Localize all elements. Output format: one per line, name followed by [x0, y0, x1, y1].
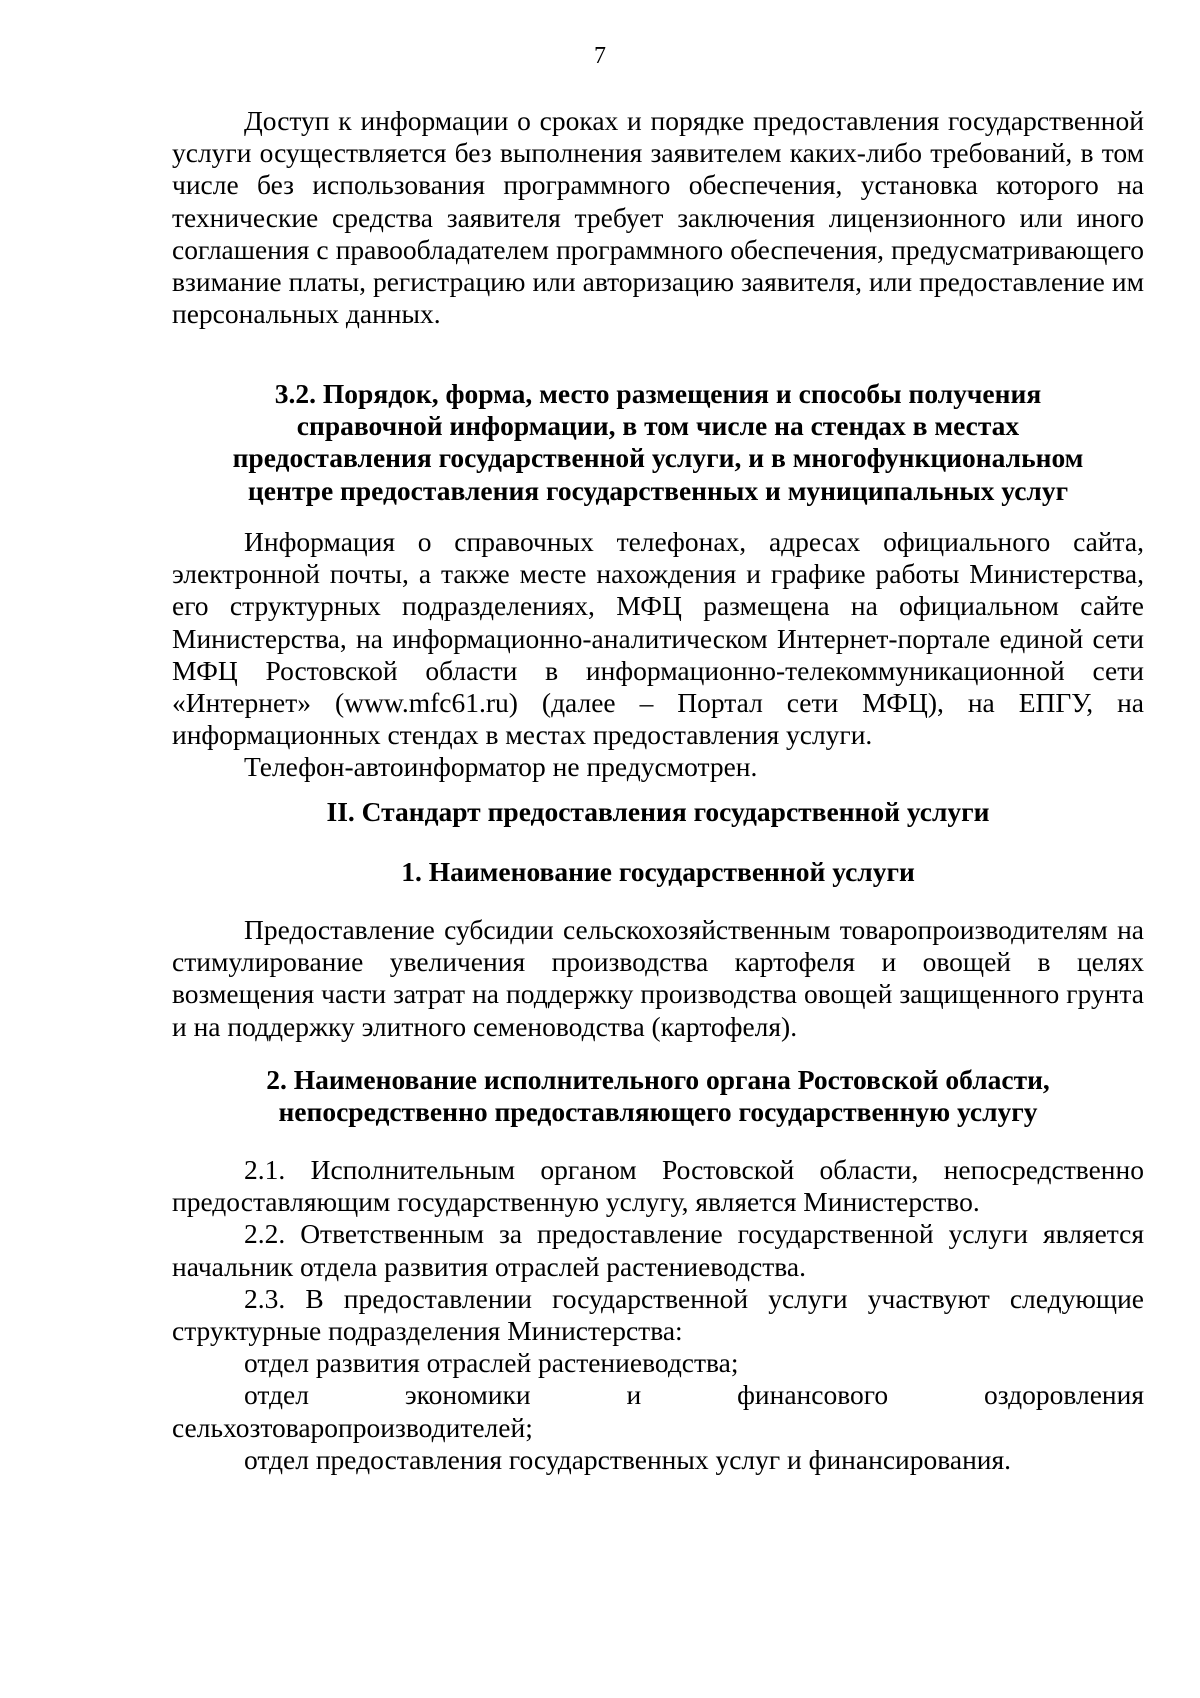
heading-line: предоставления государственной услуги, и в многофункциональном [232, 442, 1084, 474]
heading-line: непосредственно предоставляющего государственную услугу [278, 1096, 1038, 1128]
service-name-paragraph: Предоставление субсидии сельскохозяйственным товаропроизводителям на стимулирование увеличения производства картофеля и овощей в целях возмещения части затрат на поддержку производства овощей защищенного грунта и на поддержку элитного семеноводства (картофеля). [172, 914, 1144, 1042]
section-1-heading [172, 856, 1144, 888]
page-number: 7 [594, 43, 606, 69]
section-ii-heading [172, 796, 1144, 828]
contact-info-paragraph: Информация о справочных телефонах, адресах официального сайта, электронной почты, а также месте нахождения и графике работы Министерства, его структурных подразделениях, МФЦ размещена на официальном сайте Министерства, на информационно-аналитическом Интернет-портале единой сети МФЦ Ростовской области в информационно-телекоммуникационной сети «Интернет» (www.mfc61.ru) (далее – Портал сети МФЦ), на ЕПГУ, на информационных стендах в местах предоставления услуги. [172, 526, 1144, 751]
autoinformer-paragraph: Телефон-автоинформатор не предусмотрен. [244, 751, 758, 783]
heading-line: центре предоставления государственных и муниципальных услуг [247, 474, 1069, 506]
heading-line: 1. Наименование государственной услуги [401, 856, 915, 887]
list-item: отдел развития отраслей растениеводства; [244, 1347, 739, 1379]
section-1-body [172, 914, 1144, 1043]
heading-line: 2. Наименование исполнительного органа Ростовской области, [266, 1064, 1050, 1095]
paragraph-2-3: 2.3. В предоставлении государственной услуги участвуют следующие структурные подразделения Министерства: [172, 1282, 1144, 1347]
section-3-2-body [172, 526, 1144, 784]
intro-section [172, 105, 1144, 330]
section-2-body [172, 1154, 1144, 1476]
heading-line: II. Стандарт предоставления государственной услуги [326, 796, 990, 827]
paragraph-2-2: 2.2. Ответственным за предоставление государственной услуги является начальник отдела развития отраслей растениеводства. [172, 1218, 1144, 1282]
list-item: отдел экономики и финансового оздоровления сельхозтоваропроизводителей; [172, 1379, 1144, 1443]
paragraph-2-1: 2.1. Исполнительным органом Ростовской области, непосредственно предоставляющим государственную услугу, является Министерство. [172, 1154, 1144, 1218]
heading-line: справочной информации, в том числе на стендах в местах [296, 410, 1020, 442]
section-3-2-heading [172, 378, 1144, 507]
section-2-heading [172, 1064, 1144, 1128]
intro-paragraph: Доступ к информации о сроках и порядке предоставления государственной услуги осуществляется без выполнения заявителем каких-либо требований, в том числе без использования программного обеспечения, установка которого на технические средства заявителя требует заключения лицензионного или иного соглашения с правообладателем программного обеспечения, предусматривающего взимание платы, регистрацию или авторизацию заявителя, или предоставление им персональных данных. [172, 105, 1144, 330]
list-item: отдел предоставления государственных услуг и финансирования. [244, 1443, 1012, 1475]
heading-line: 3.2. Порядок, форма, место размещения и способы получения [274, 378, 1042, 409]
